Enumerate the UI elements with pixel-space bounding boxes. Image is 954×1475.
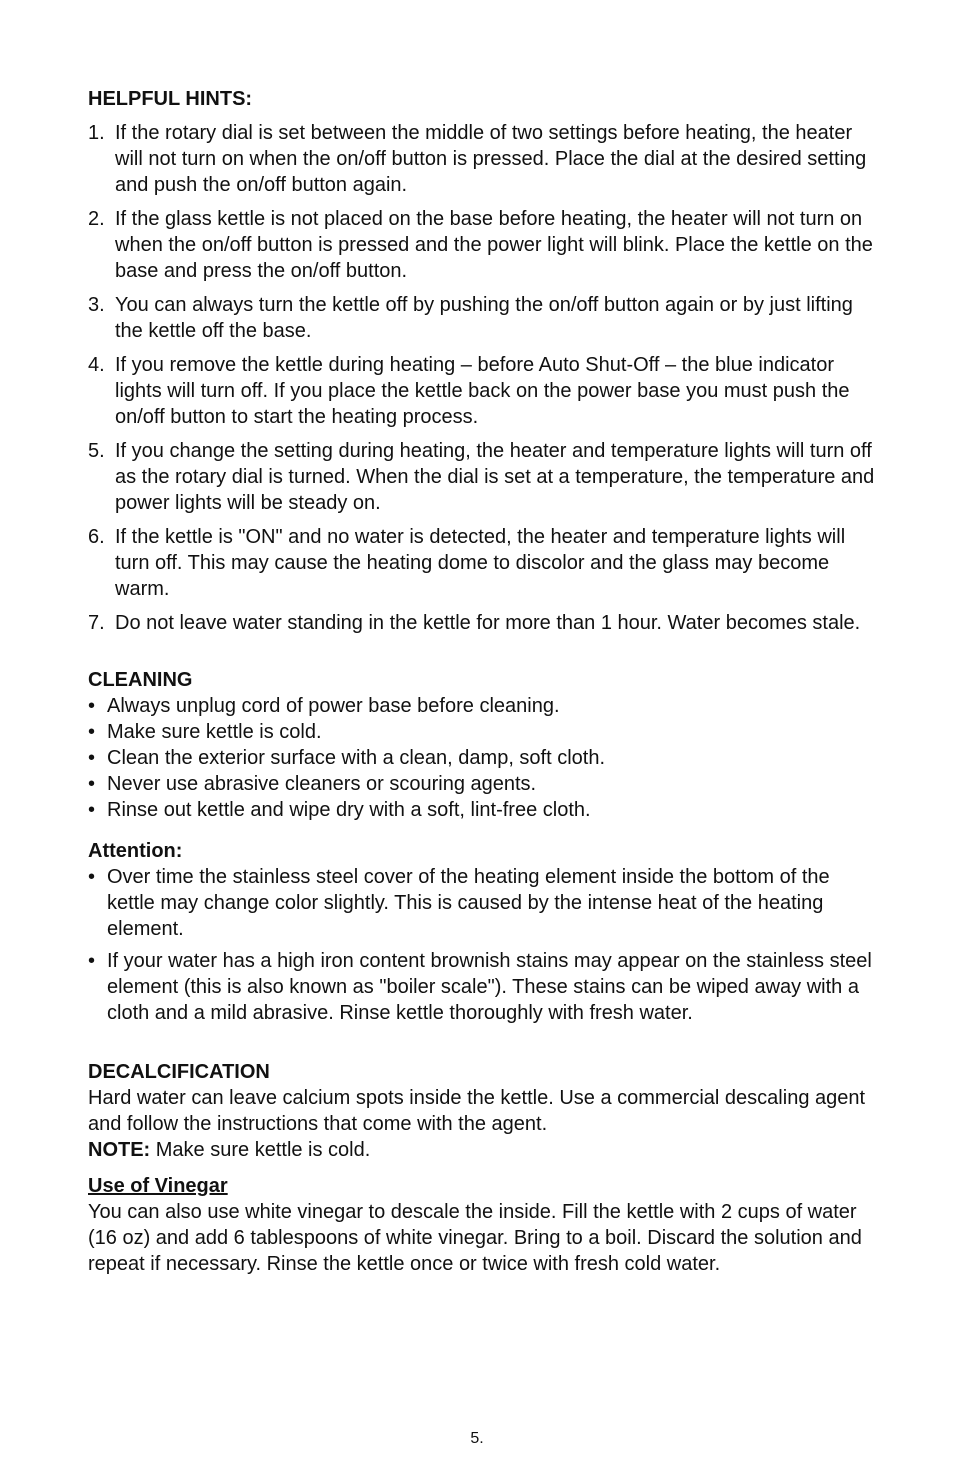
hint-number: 4.: [88, 354, 105, 376]
hint-text: You can always turn the kettle off by pushing the on/off button again or by just lifting the kettle off the base.: [115, 294, 853, 342]
cleaning-item: [88, 771, 878, 797]
cleaning-item-text: Rinse out kettle and wipe dry with a soft, lint-free cloth.: [107, 799, 591, 821]
hint-text: If the rotary dial is set between the middle of two settings before heating, the heater will not turn on when the on/off button is pressed. Place the dial at the desired setting and push the on/off button again.: [115, 122, 867, 196]
cleaning-item: [88, 797, 878, 823]
cleaning-section: [88, 667, 878, 823]
cleaning-item-text: Never use abrasive cleaners or scouring agents.: [107, 773, 537, 795]
attention-item: [88, 864, 878, 942]
bullet-dot: •: [88, 747, 96, 769]
helpful-hints-list: [88, 120, 878, 636]
decalcification-section: [88, 1059, 878, 1163]
cleaning-item-text: Always unplug cord of power base before cleaning.: [107, 695, 560, 717]
manual-page: [88, 86, 878, 1277]
attention-item: [88, 948, 878, 1026]
hint-number: 7.: [88, 612, 105, 634]
note-text: Make sure kettle is cold.: [150, 1139, 371, 1161]
attention-item-text: If your water has a high iron content brownish stains may appear on the stainless steel element (this is also known as "boiler scale"). These stains can be wiped away with a cloth and a mild abrasive. Rinse kettle thoroughly with fresh water.: [107, 950, 872, 1024]
cleaning-item: [88, 745, 878, 771]
bullet-dot: •: [88, 721, 96, 743]
hint-number: 5.: [88, 440, 105, 462]
hint-item: [88, 438, 878, 516]
hint-number: 3.: [88, 294, 105, 316]
hint-number: 1.: [88, 122, 105, 144]
attention-section: [88, 838, 878, 1026]
helpful-hints-heading: HELPFUL HINTS:: [88, 88, 253, 110]
attention-item-text: Over time the stainless steel cover of the heating element inside the bottom of the kettle may change color slightly. This is caused by the intense heat of the heating element.: [107, 866, 830, 940]
hint-item: [88, 206, 878, 284]
decalcification-text: Hard water can leave calcium spots inside the kettle. Use a commercial descaling agent and follow the instructions that come with the agent.: [88, 1087, 866, 1135]
decalcification-heading: DECALCIFICATION: [88, 1061, 270, 1083]
bullet-dot: •: [88, 695, 96, 717]
vinegar-section: [88, 1173, 878, 1277]
cleaning-item: [88, 693, 878, 719]
cleaning-item-text: Make sure kettle is cold.: [107, 721, 322, 743]
page-number: 5.: [470, 1430, 484, 1447]
decalcification-note: [88, 1137, 878, 1163]
bullet-dot: •: [88, 773, 96, 795]
note-label: NOTE:: [88, 1139, 151, 1161]
helpful-hints-section: [88, 86, 878, 636]
vinegar-heading: Use of Vinegar: [88, 1175, 228, 1197]
cleaning-item: [88, 719, 878, 745]
hint-item: [88, 292, 878, 344]
bullet-dot: •: [88, 799, 96, 821]
hint-text: If the glass kettle is not placed on the base before heating, the heater will not turn on when the on/off button is pressed and the power light will blink. Place the kettle on the base and press the on/off button.: [115, 208, 873, 282]
hint-item: [88, 352, 878, 430]
hint-item: [88, 120, 878, 198]
hint-number: 6.: [88, 526, 105, 548]
cleaning-list: [88, 693, 878, 823]
hint-text: If you change the setting during heating, the heater and temperature lights will turn off as the rotary dial is turned. When the dial is set at a temperature, the temperature and power lights will be steady on.: [115, 440, 875, 514]
cleaning-heading: CLEANING: [88, 669, 193, 691]
hint-item: [88, 610, 878, 636]
hint-text: If the kettle is "ON" and no water is detected, the heater and temperature lights will turn off. This may cause the heating dome to discolor and the glass may become warm.: [115, 526, 846, 600]
hint-text: Do not leave water standing in the kettle for more than 1 hour. Water becomes stale.: [115, 612, 861, 634]
hint-item: [88, 524, 878, 602]
attention-list: [88, 864, 878, 1026]
hint-number: 2.: [88, 208, 105, 230]
hint-text: If you remove the kettle during heating – before Auto Shut-Off – the blue indicator lights will turn off. If you place the kettle back on the power base you must push the on/off button to start the heating process.: [115, 354, 850, 428]
cleaning-item-text: Clean the exterior surface with a clean, damp, soft cloth.: [107, 747, 606, 769]
vinegar-text: You can also use white vinegar to descale the inside. Fill the kettle with 2 cups of water (16 oz) and add 6 tablespoons of white vinegar. Bring to a boil. Discard the solution and repeat if necessary. Rinse the kettle once or twice with fresh cold water.: [88, 1201, 862, 1275]
attention-heading: Attention:: [88, 840, 183, 862]
bullet-dot: •: [88, 866, 96, 888]
bullet-dot: •: [88, 950, 96, 972]
